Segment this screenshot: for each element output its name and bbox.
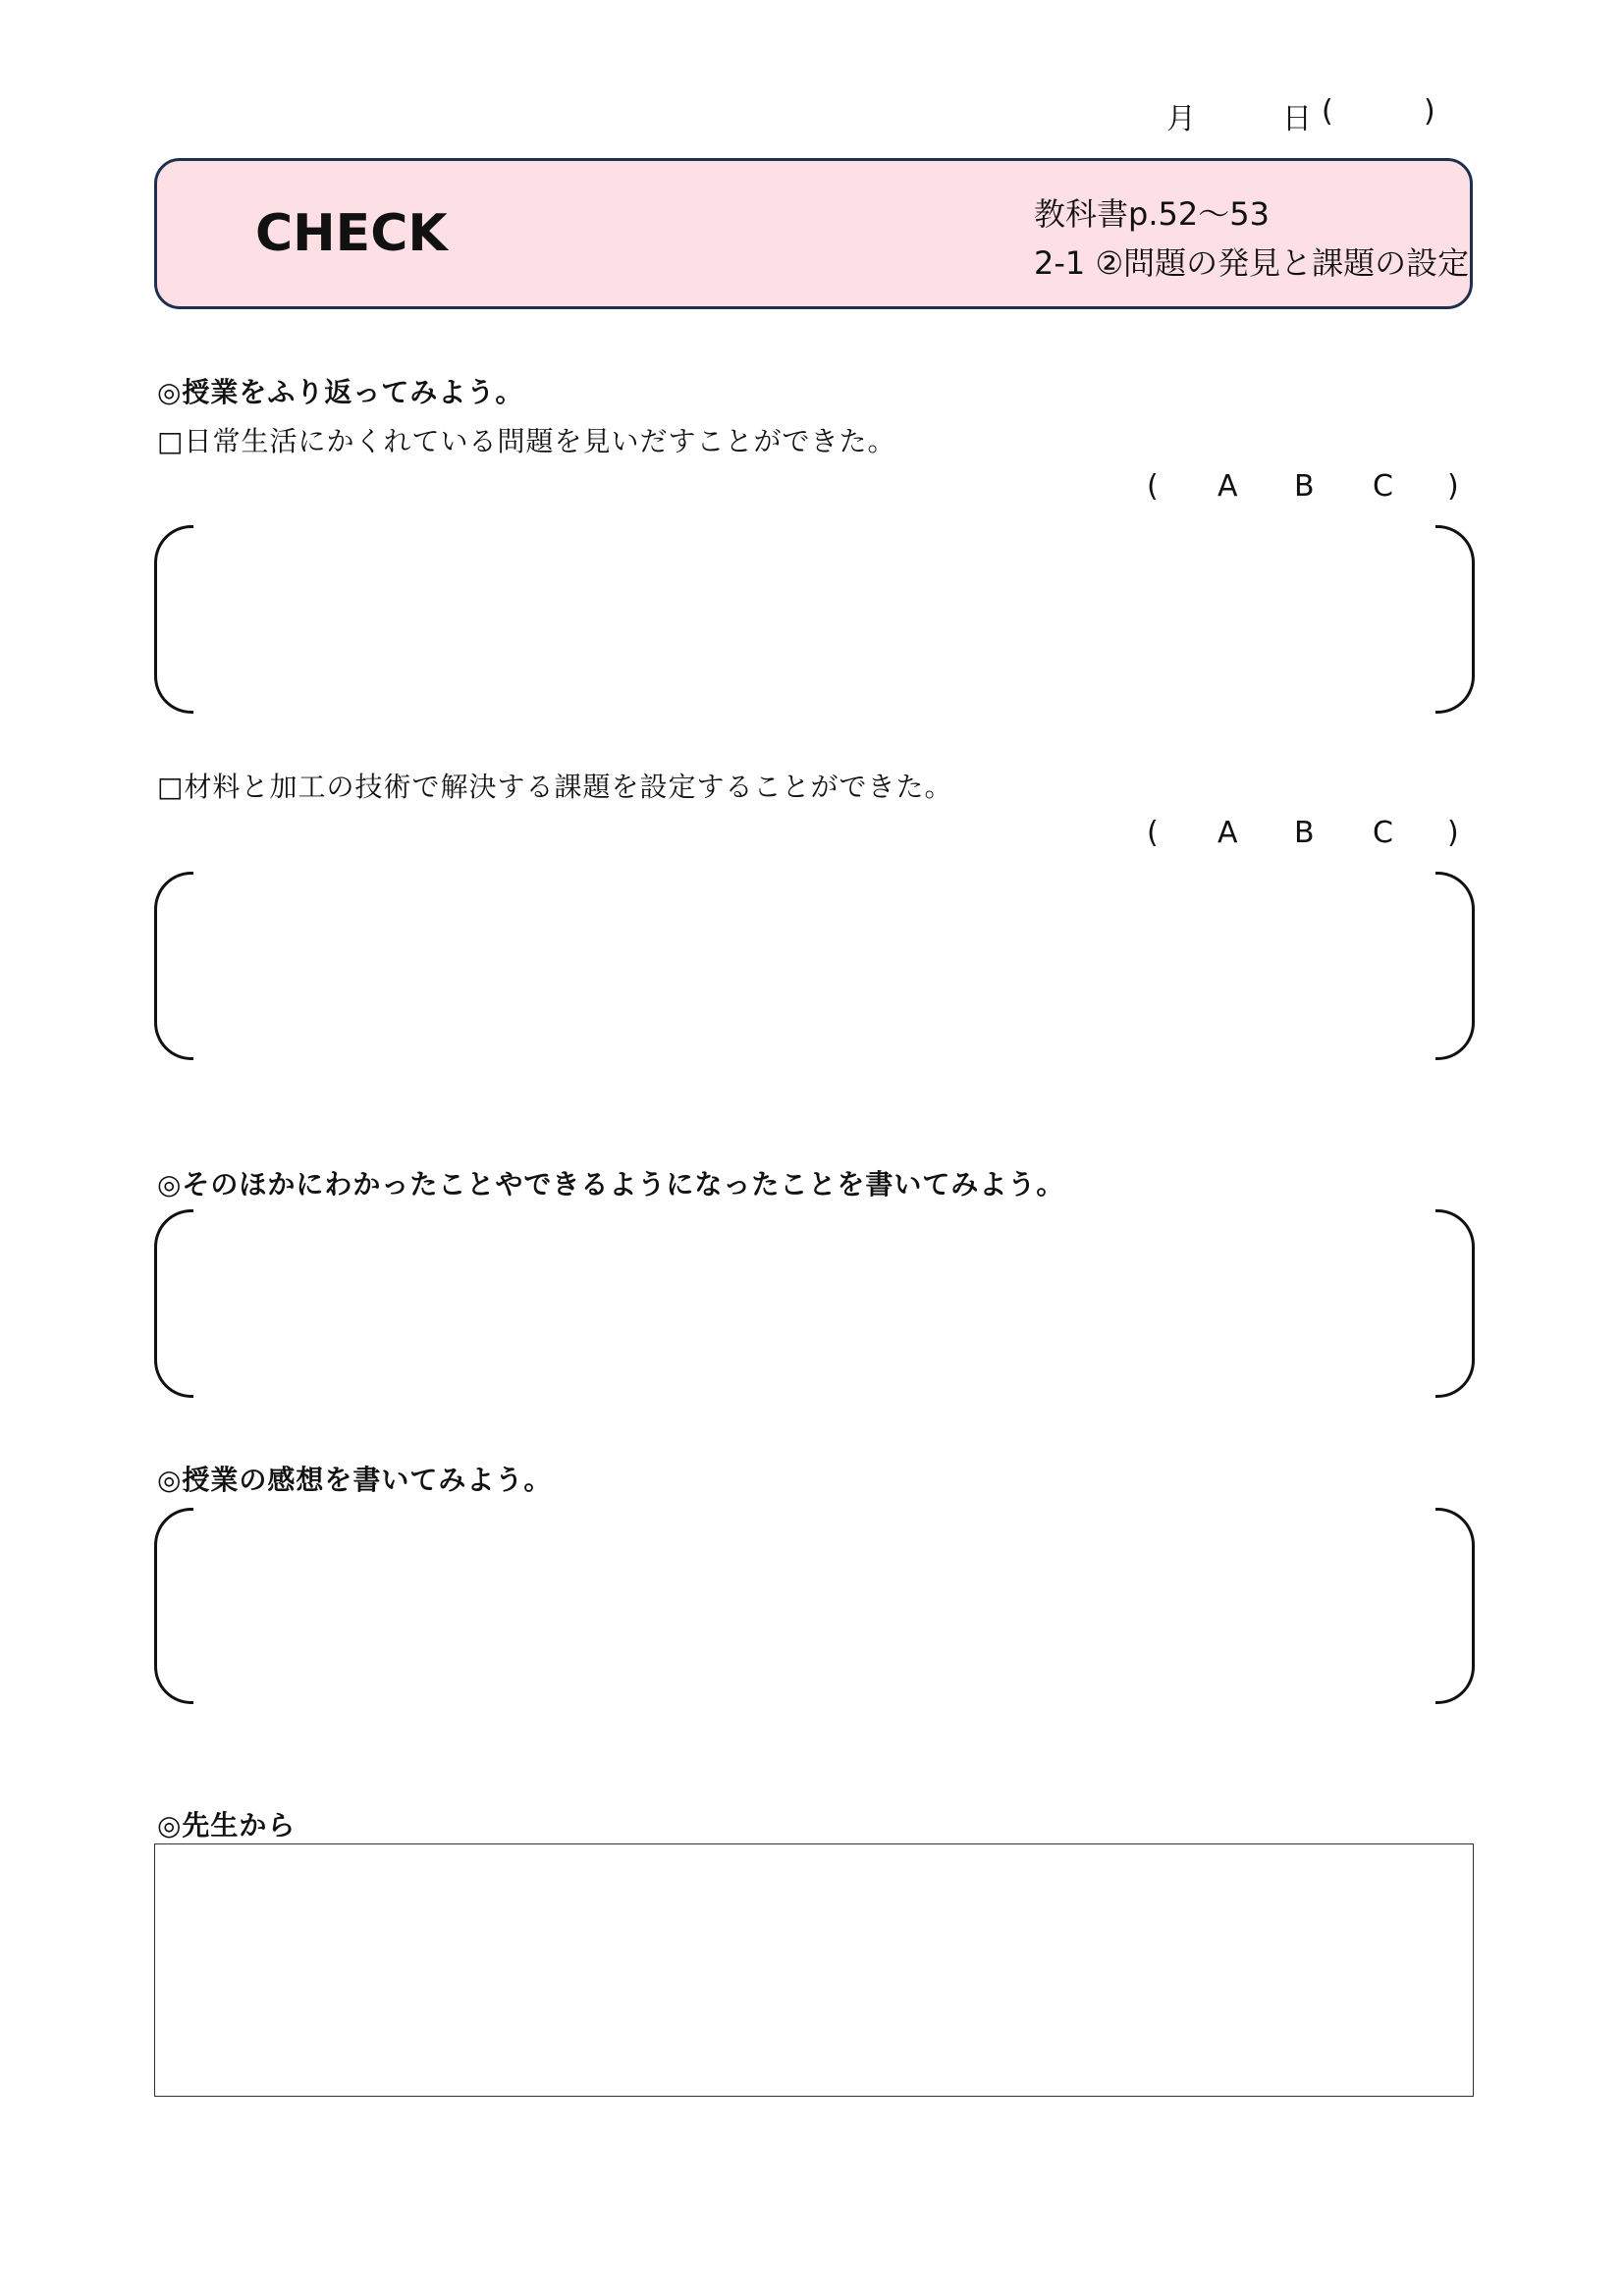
impressions-answer-box[interactable] — [154, 1508, 1475, 1704]
teacher-heading: ◎先生から — [157, 1809, 297, 1842]
rating-option-b[interactable]: B — [1294, 816, 1315, 850]
left-bracket — [154, 1209, 193, 1398]
reflection-item-1-rating — [1139, 469, 1473, 508]
right-bracket — [1435, 525, 1475, 714]
reflection-heading: ◎授業をふり返ってみよう。 — [157, 376, 524, 408]
rating-option-a[interactable]: A — [1217, 816, 1238, 850]
left-bracket — [154, 872, 193, 1060]
lesson-title: 2-1 ②問題の発見と課題の設定 — [1034, 244, 1470, 282]
right-bracket — [1435, 872, 1475, 1060]
rating-option-c[interactable]: C — [1373, 469, 1393, 504]
header-title: CHECK — [255, 204, 448, 263]
right-bracket — [1435, 1508, 1475, 1704]
left-bracket — [154, 1508, 193, 1704]
reflection-item-1-text[interactable]: □日常生活にかくれている問題を見いだすことができた。 — [157, 425, 896, 457]
other-learning-answer-box[interactable] — [154, 1209, 1475, 1398]
reflection-item-2-text[interactable]: □材料と加工の技術で解決する課題を設定することができた。 — [157, 771, 953, 803]
right-bracket — [1435, 1209, 1475, 1398]
rating-open-paren: ( — [1147, 816, 1159, 850]
reflection-item-2-rating — [1139, 816, 1473, 855]
rating-option-c[interactable]: C — [1373, 816, 1393, 850]
month-label: 月 — [1166, 102, 1196, 136]
impressions-heading: ◎授業の感想を書いてみよう。 — [157, 1464, 553, 1496]
rating-option-b[interactable]: B — [1294, 469, 1315, 504]
other-learning-heading: ◎そのほかにわかったことやできるようになったことを書いてみよう。 — [157, 1168, 1065, 1201]
rating-open-paren: ( — [1147, 469, 1159, 504]
textbook-reference: 教科書p.52～53 — [1034, 195, 1270, 233]
rating-close-paren: ) — [1447, 469, 1459, 504]
rating-option-a[interactable]: A — [1217, 469, 1238, 504]
weekday-open-paren: ( — [1322, 94, 1333, 129]
rating-close-paren: ) — [1447, 816, 1459, 850]
day-label: 日 — [1282, 102, 1312, 136]
reflection-item-2-answer-box[interactable] — [154, 872, 1475, 1060]
reflection-item-1-answer-box[interactable] — [154, 525, 1475, 714]
weekday-close-paren: ) — [1424, 94, 1435, 129]
left-bracket — [154, 525, 193, 714]
teacher-comment-box[interactable] — [154, 1843, 1474, 2097]
